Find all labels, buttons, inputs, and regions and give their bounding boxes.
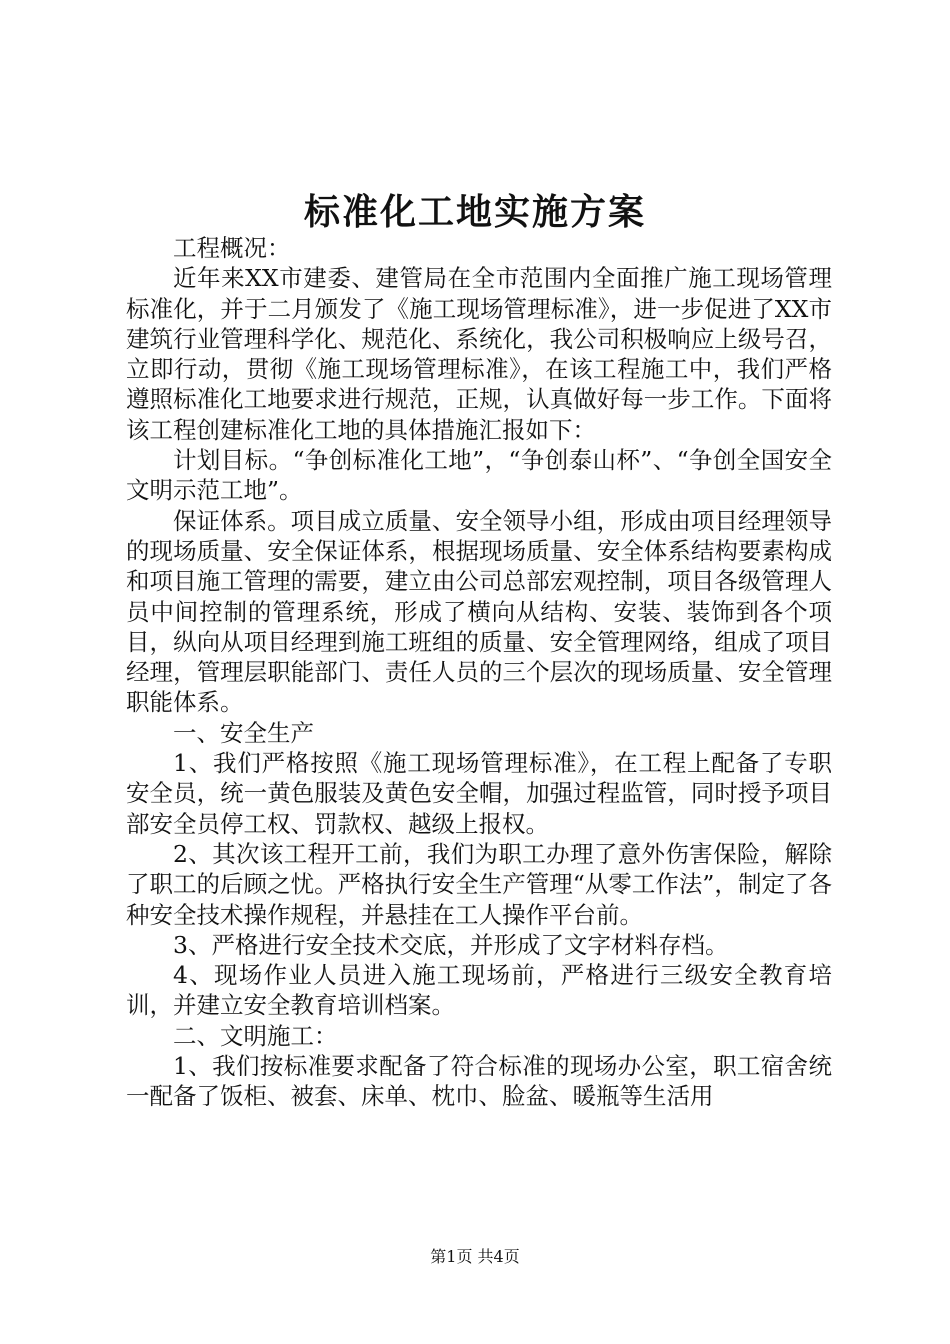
section-heading-safety: 一、安全生产 xyxy=(173,718,314,747)
document-body xyxy=(126,233,832,1112)
paragraph-civilized-1: 1、我们按标准要求配备了符合标准的现场办公室，职工宿舍统一配备了饭柜、被套、床单、枕巾、脸盆、暖瓶等生活用 xyxy=(126,1052,832,1111)
section-heading-civilized: 二、文明施工： xyxy=(173,1021,338,1050)
paragraph-overview: 近年来XX市建委、建管局在全市范围内全面推广施工现场管理标准化，并于二月颁发了《施工现场管理标准》，进一步促进了XX市建筑行业管理科学化、规范化、系统化，我公司积极响应上级号召，立即行动，贯彻《施工现场管理标准》，在该工程施工中，我们严格遵照标准化工地要求进行规范，正规，认真做好每一步工作。下面将该工程创建标准化工地的具体措施汇报如下： xyxy=(126,264,832,444)
paragraph-assurance-system: 保证体系。项目成立质量、安全领导小组，形成由项目经理领导的现场质量、安全保证体系，根据现场质量、安全体系结构要素构成和项目施工管理的需要，建立由公司总部宏观控制，项目各级管理人员中间控制的管理系统，形成了横向从结构、安装、装饰到各个项目，纵向从项目经理到施工班组的质量、安全管理网络，组成了项目经理，管理层职能部门、责任人员的三个层次的现场质量、安全管理职能体系。 xyxy=(126,506,832,717)
paragraph-overview-heading: 工程概况： xyxy=(173,234,291,262)
paragraph-safety-2: 2、其次该工程开工前，我们为职工办理了意外伤害保险，解除了职工的后顾之忧。严格执行安全生产管理“从零工作法”，制定了各种安全技术操作规程，并悬挂在工人操作平台前。 xyxy=(126,839,832,929)
paragraph-safety-1: 1、我们严格按照《施工现场管理标准》，在工程上配备了专职安全员，统一黄色服装及黄色安全帽，加强过程监管，同时授予项目部安全员停工权、罚款权、越级上报权。 xyxy=(126,749,832,838)
paragraph-safety-3: 3、严格进行安全技术交底，并形成了文字材料存档。 xyxy=(173,930,729,959)
paragraph-goal: 计划目标。“争创标准化工地”，“争创泰山杯”、“争创全国安全文明示范工地”。 xyxy=(126,446,832,505)
document-title: 标准化工地实施方案 xyxy=(303,191,646,233)
page-footer: 第1页 共4页 xyxy=(430,1247,520,1266)
paragraph-safety-4: 4、现场作业人员进入施工现场前，严格进行三级安全教育培训，并建立安全教育培训档案。 xyxy=(126,961,832,1020)
